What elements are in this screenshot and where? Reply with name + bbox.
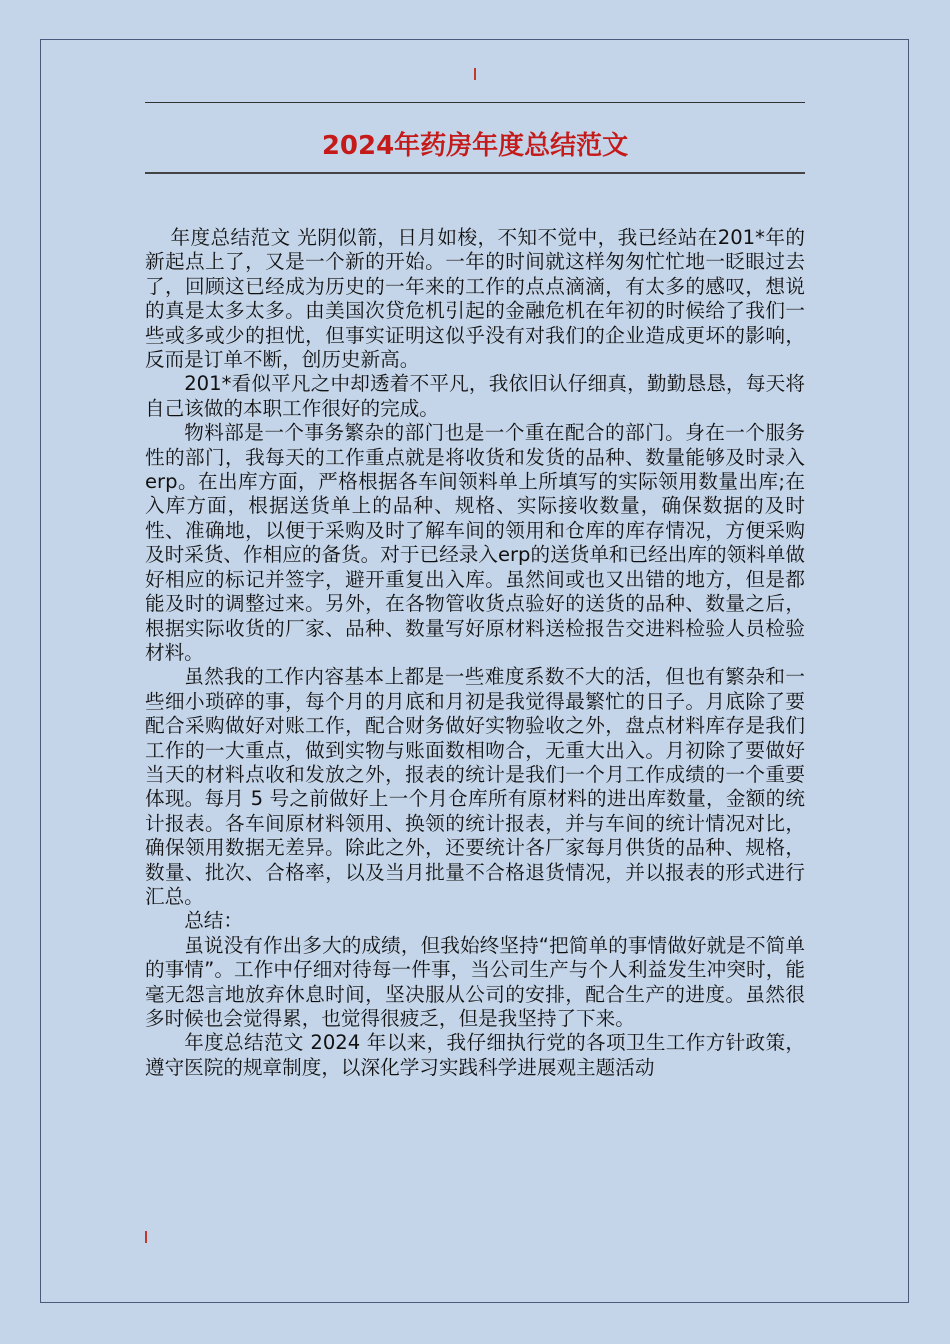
paragraph-2: 201*看似平凡之中却透着不平凡，我依旧认仔细真，勤勤恳恳，每天将自己该做的本职工作很好的完成。 (145, 372, 805, 420)
footer-mark (145, 1231, 147, 1243)
paragraph-4: 虽然我的工作内容基本上都是一些难度系数不大的活，但也有繁杂和一些细小琐碎的事，每个月的月底和月初是我觉得最繁忙的日子。月底除了要配合采购做好对账工作，配合财务做好实物验收之外，盘点材料库存是我们工作的一大重点，做到实物与账面数相吻合，无重大出入。月初除了要做好当天的材料点收和发放之外，报表的统计是我们一个月工作成绩的一个重要体现。每月 5 号之前做好上一个月仓库所有原材料的进出库数量，金额的统计报表。各车间原材料领用、换领的统计报表，并与车间的统计情况对比，确保领用数据无差异。除此之外，还要统计各厂家每月供货的品种、规格，数量、批次、合格率，以及当月批量不合格退货情况，并以报表的形式进行汇总。 (145, 665, 805, 908)
title-rule (145, 172, 805, 174)
header-rule (145, 102, 805, 103)
paragraph-summary-heading: 总结： (184, 909, 243, 933)
paragraph-7: 年度总结范文 2024 年以来，我仔细执行党的各项卫生工作方针政策，遵守医院的规章制度，以深化学习实践科学进展观主题活动 (145, 1031, 805, 1079)
header-mark (474, 68, 476, 80)
document-body (145, 226, 805, 1080)
paragraph-3: 物料部是一个事务繁杂的部门也是一个重在配合的部门。身在一个服务性的部门，我每天的工作重点就是将收货和发货的品种、数量能够及时录入erp。在出库方面，严格根据各车间领料单上所填写的实际领用数量出库;在入库方面，根据送货单上的品种、规格、实际接收数量，确保数据的及时性、准确地，以便于采购及时了解车间的领用和仓库的库存情况，方便采购及时采货、作相应的备货。对于已经录入erp的送货单和已经出库的领料单做好相应的标记并签字，避开重复出入库。虽然间或也又出错的地方，但是都能及时的调整过来。另外，在各物管收货点验好的送货的品种、数量之后，根据实际收货的厂家、品种、数量写好原材料送检报告交进料检验人员检验材料。 (145, 421, 805, 664)
document-title: 2024年药房年度总结范文 (321, 131, 629, 161)
paragraph-1: 年度总结范文 光阴似箭，日月如梭，不知不觉中，我已经站在201*年的新起点上了，又是一个新的开始。一年的时间就这样匆匆忙忙地一眨眼过去了，回顾这已经成为历史的一年来的工作的点点滴滴，有太多的感叹，想说的真是太多太多。由美国次贷危机引起的金融危机在年初的时候给了我们一些或多或少的担忧，但事实证明这似乎没有对我们的企业造成更坏的影响，反而是订单不断，创历史新高。 (145, 226, 805, 372)
paragraph-6: 虽说没有作出多大的成绩，但我始终坚持“把简单的事情做好就是不简单的事情”。工作中仔细对待每一件事，当公司生产与个人利益发生冲突时，能毫无怨言地放弃休息时间，坚决服从公司的安排，配合生产的进度。虽然很多时候也会觉得累，也觉得很疲乏，但是我坚持了下来。 (145, 933, 805, 1030)
